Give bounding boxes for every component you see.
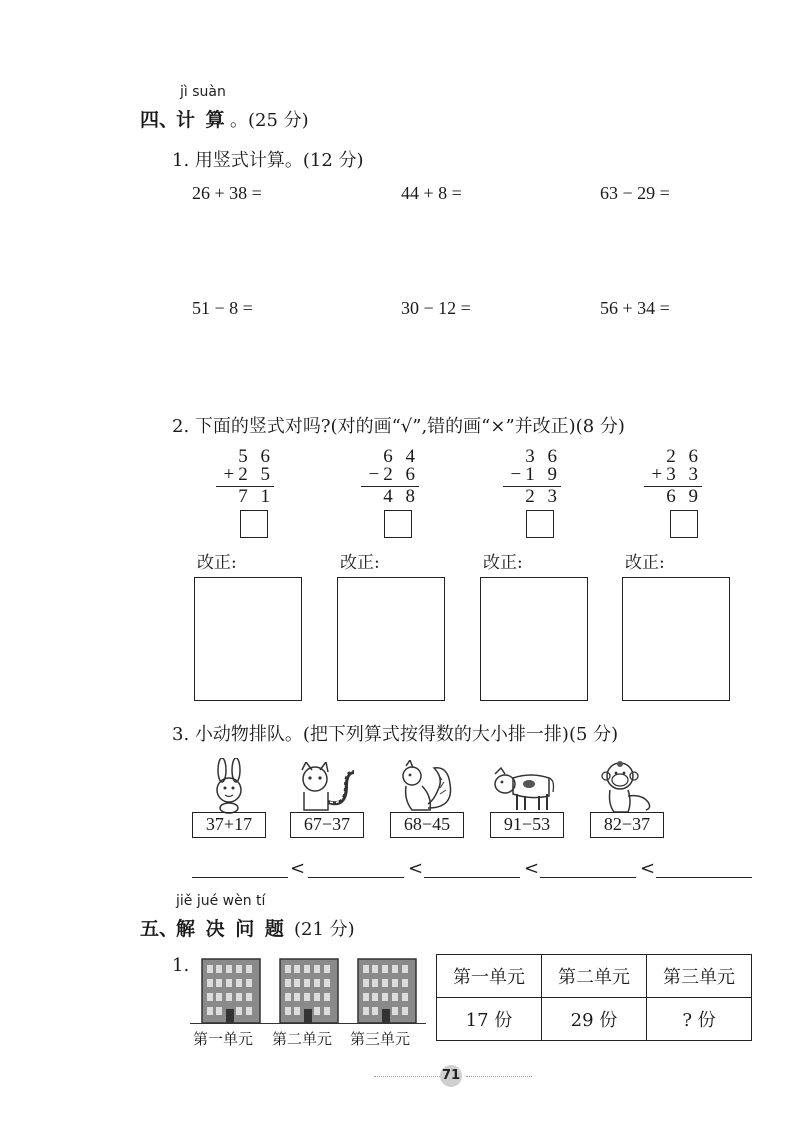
- vertical-problem-1: [210, 448, 274, 506]
- rabbit-icon: [207, 758, 251, 814]
- section5-number: 五、: [140, 918, 179, 940]
- correction-box-2[interactable]: [337, 577, 445, 701]
- building-icon: [200, 955, 262, 1025]
- vertical-problem-4: [638, 448, 702, 506]
- expression-box-1: 37+17: [192, 812, 266, 838]
- building-label-2: 第二单元: [272, 1030, 333, 1048]
- squirrel-icon: [398, 760, 458, 814]
- section5-score: 。(21 分): [276, 919, 355, 940]
- order-blank-3[interactable]: [424, 876, 520, 878]
- q1-title: 1. 用竖式计算。(12 分): [172, 150, 364, 171]
- q1-expr-4: 51 − 8 =: [192, 298, 253, 318]
- q2-title: 2. 下面的竖式对吗?(对的画“√”,错的画“×”并改正)(8 分): [172, 416, 625, 437]
- building-label-1: 第一单元: [193, 1030, 254, 1048]
- correction-label-2: 改正:: [340, 553, 380, 573]
- units-header-row: [437, 955, 752, 998]
- vertical-top: 2 6: [666, 446, 702, 467]
- vertical-problem-2: [355, 448, 419, 506]
- less-than-2: <: [408, 858, 424, 879]
- q5-1-number: 1.: [172, 955, 190, 976]
- building-label-3: 第三单元: [350, 1030, 411, 1048]
- vertical-top: 3 6: [525, 446, 561, 467]
- correction-box-1[interactable]: [194, 577, 302, 701]
- vertical-top: 6 4: [383, 446, 419, 467]
- section4-title: 计 算: [176, 109, 227, 131]
- section4-score: 。(25 分): [230, 110, 309, 131]
- answer-checkbox-3[interactable]: [526, 510, 554, 538]
- q1-expr-1: 26 + 38 =: [192, 183, 262, 203]
- units-table: [436, 954, 752, 1041]
- page-number: 71: [440, 1065, 462, 1087]
- units-value-3: ? 份: [647, 998, 752, 1041]
- q1-expr-5: 30 − 12 =: [401, 298, 471, 318]
- answer-checkbox-4[interactable]: [670, 510, 698, 538]
- q1-expr-3: 63 − 29 =: [600, 183, 670, 203]
- answer-checkbox-1[interactable]: [240, 510, 268, 538]
- units-value-row: [437, 998, 752, 1041]
- q3-title: 3. 小动物排队。(把下列算式按得数的大小排一排)(5 分): [172, 724, 619, 745]
- expression-box-4: 91−53: [490, 812, 564, 838]
- section4-pinyin: jì suàn: [180, 84, 226, 100]
- correction-label-1: 改正:: [197, 553, 237, 573]
- footer-dots-right: [466, 1076, 532, 1077]
- answer-checkbox-2[interactable]: [384, 510, 412, 538]
- correction-box-3[interactable]: [480, 577, 588, 701]
- section4-number: 四、: [140, 109, 179, 131]
- cat-icon: [294, 762, 360, 814]
- section5-title: 解 决 问 题: [176, 918, 286, 940]
- monkey-icon: [598, 760, 658, 814]
- correction-label-4: 改正:: [625, 553, 665, 573]
- section5-pinyin: jiě jué wèn tí: [176, 893, 266, 909]
- q1-expr-2: 44 + 8 =: [401, 183, 462, 203]
- units-value-1: 17 份: [437, 998, 542, 1041]
- vertical-result: 7 1: [238, 486, 274, 507]
- footer-dots-left: [374, 1076, 440, 1077]
- order-blank-5[interactable]: [656, 876, 752, 878]
- less-than-4: <: [640, 858, 656, 879]
- units-header-3: 第三单元: [647, 955, 752, 998]
- q1-expr-6: 56 + 34 =: [600, 298, 670, 318]
- correction-label-3: 改正:: [483, 553, 523, 573]
- less-than-3: <: [524, 858, 540, 879]
- vertical-result: 2 3: [525, 486, 561, 507]
- order-blank-2[interactable]: [308, 876, 404, 878]
- correction-box-4[interactable]: [622, 577, 730, 701]
- cow-icon: [491, 764, 557, 814]
- units-header-2: 第二单元: [542, 955, 647, 998]
- less-than-1: <: [290, 858, 306, 879]
- expression-box-5: 82−37: [590, 812, 664, 838]
- vertical-bottom: −1 9: [510, 464, 561, 485]
- vertical-bottom: +2 5: [223, 464, 274, 485]
- units-header-1: 第一单元: [437, 955, 542, 998]
- vertical-problem-3: [497, 448, 561, 506]
- order-blank-4[interactable]: [540, 876, 636, 878]
- order-blank-1[interactable]: [192, 876, 288, 878]
- expression-box-3: 68−45: [390, 812, 464, 838]
- vertical-bottom: +3 3: [651, 464, 702, 485]
- vertical-top: 5 6: [238, 446, 274, 467]
- building-icon: [278, 955, 340, 1025]
- vertical-bottom: −2 6: [368, 464, 419, 485]
- vertical-result: 6 9: [666, 486, 702, 507]
- building-ground-line: [190, 1023, 426, 1024]
- building-icon: [356, 955, 418, 1025]
- units-value-2: 29 份: [542, 998, 647, 1041]
- expression-box-2: 67−37: [290, 812, 364, 838]
- vertical-result: 4 8: [383, 486, 419, 507]
